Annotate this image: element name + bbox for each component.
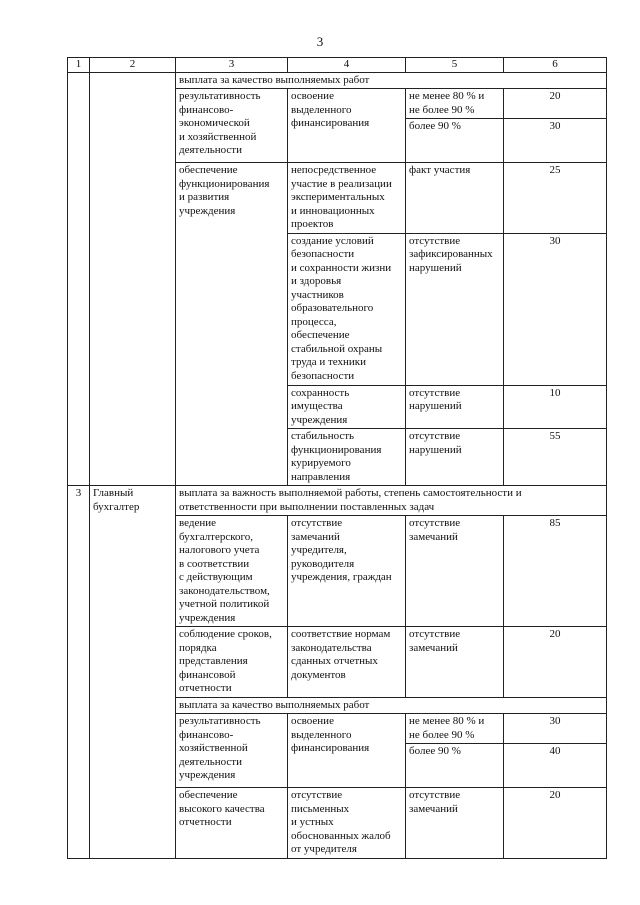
col-header-4: 4 (288, 58, 406, 73)
position-cell: Главный бухгалтер (90, 486, 176, 859)
points-cell: 25 (504, 163, 607, 234)
indicator-cell: освоение выделенного финансирования (288, 89, 406, 163)
page-number: 3 (316, 34, 324, 49)
indicator-cell: освоение выделенного финансирования (288, 714, 406, 788)
condition-cell: отсутствие нарушений (406, 429, 504, 486)
indicator-cell: сохранность имущества учреждения (288, 385, 406, 429)
indicator-cell: создание условий безопасности и сохранности жизни и здоровья участников образовательного процесса, обеспечение стабильной охраны труда и техники безопасности (288, 233, 406, 385)
col-header-3: 3 (176, 58, 288, 73)
indicator-cell: непосредственное участие в реализации экспериментальных и инновационных проектов (288, 163, 406, 234)
col-header-6: 6 (504, 58, 607, 73)
criterion-cell: обеспечение высокого качества отчетности (176, 788, 288, 859)
condition-cell: отсутствие замечаний (406, 516, 504, 627)
condition-cell: не менее 80 % и не более 90 % (406, 714, 504, 744)
position-cell (90, 72, 176, 486)
condition-cell: отсутствие замечаний (406, 788, 504, 859)
condition-cell: отсутствие нарушений (406, 385, 504, 429)
criterion-cell: результативность финансово- хозяйственной деятельности учреждения (176, 714, 288, 788)
section-row (68, 72, 607, 89)
points-cell: 20 (504, 627, 607, 698)
indicator-cell: соответствие нормам законодательства сданных отчетных документов (288, 627, 406, 698)
condition-cell: отсутствие зафиксированных нарушений (406, 233, 504, 385)
points-cell: 30 (504, 714, 607, 744)
points-cell: 30 (504, 119, 607, 163)
condition-cell: не менее 80 % и не более 90 % (406, 89, 504, 119)
section-title: выплата за качество выполняемых работ (176, 72, 607, 89)
condition-cell: факт участия (406, 163, 504, 234)
section-title: выплата за качество выполняемых работ (176, 697, 607, 714)
condition-cell: более 90 % (406, 119, 504, 163)
points-cell: 40 (504, 744, 607, 788)
section-title: выплата за важность выполняемой работы, степень самостоятельности и ответственности при выполнении поставленных задач (176, 486, 607, 516)
indicator-cell: отсутствие замечаний учредителя, руководителя учреждения, граждан (288, 516, 406, 627)
points-cell: 55 (504, 429, 607, 486)
number-cell: 3 (68, 486, 90, 859)
points-cell: 20 (504, 89, 607, 119)
col-header-2: 2 (90, 58, 176, 73)
points-cell: 20 (504, 788, 607, 859)
header-row (68, 58, 607, 73)
section-row (68, 486, 607, 516)
condition-cell: отсутствие замечаний (406, 627, 504, 698)
condition-cell: более 90 % (406, 744, 504, 788)
criteria-table (67, 57, 607, 859)
points-cell: 10 (504, 385, 607, 429)
criterion-cell: обеспечение функционирования и развития учреждения (176, 163, 288, 486)
points-cell: 85 (504, 516, 607, 627)
number-cell (68, 72, 90, 486)
criterion-cell: соблюдение сроков, порядка представления финансовой отчетности (176, 627, 288, 698)
criterion-cell: ведение бухгалтерского, налогового учета в соответствии с действующим законодательством, учетной политикой учреждения (176, 516, 288, 627)
col-header-5: 5 (406, 58, 504, 73)
indicator-cell: стабильность функционирования курируемого направления (288, 429, 406, 486)
points-cell: 30 (504, 233, 607, 385)
col-header-1: 1 (68, 58, 90, 73)
criterion-cell: результативность финансово- экономической и хозяйственной деятельности (176, 89, 288, 163)
indicator-cell: отсутствие письменных и устных обоснованных жалоб от учредителя (288, 788, 406, 859)
